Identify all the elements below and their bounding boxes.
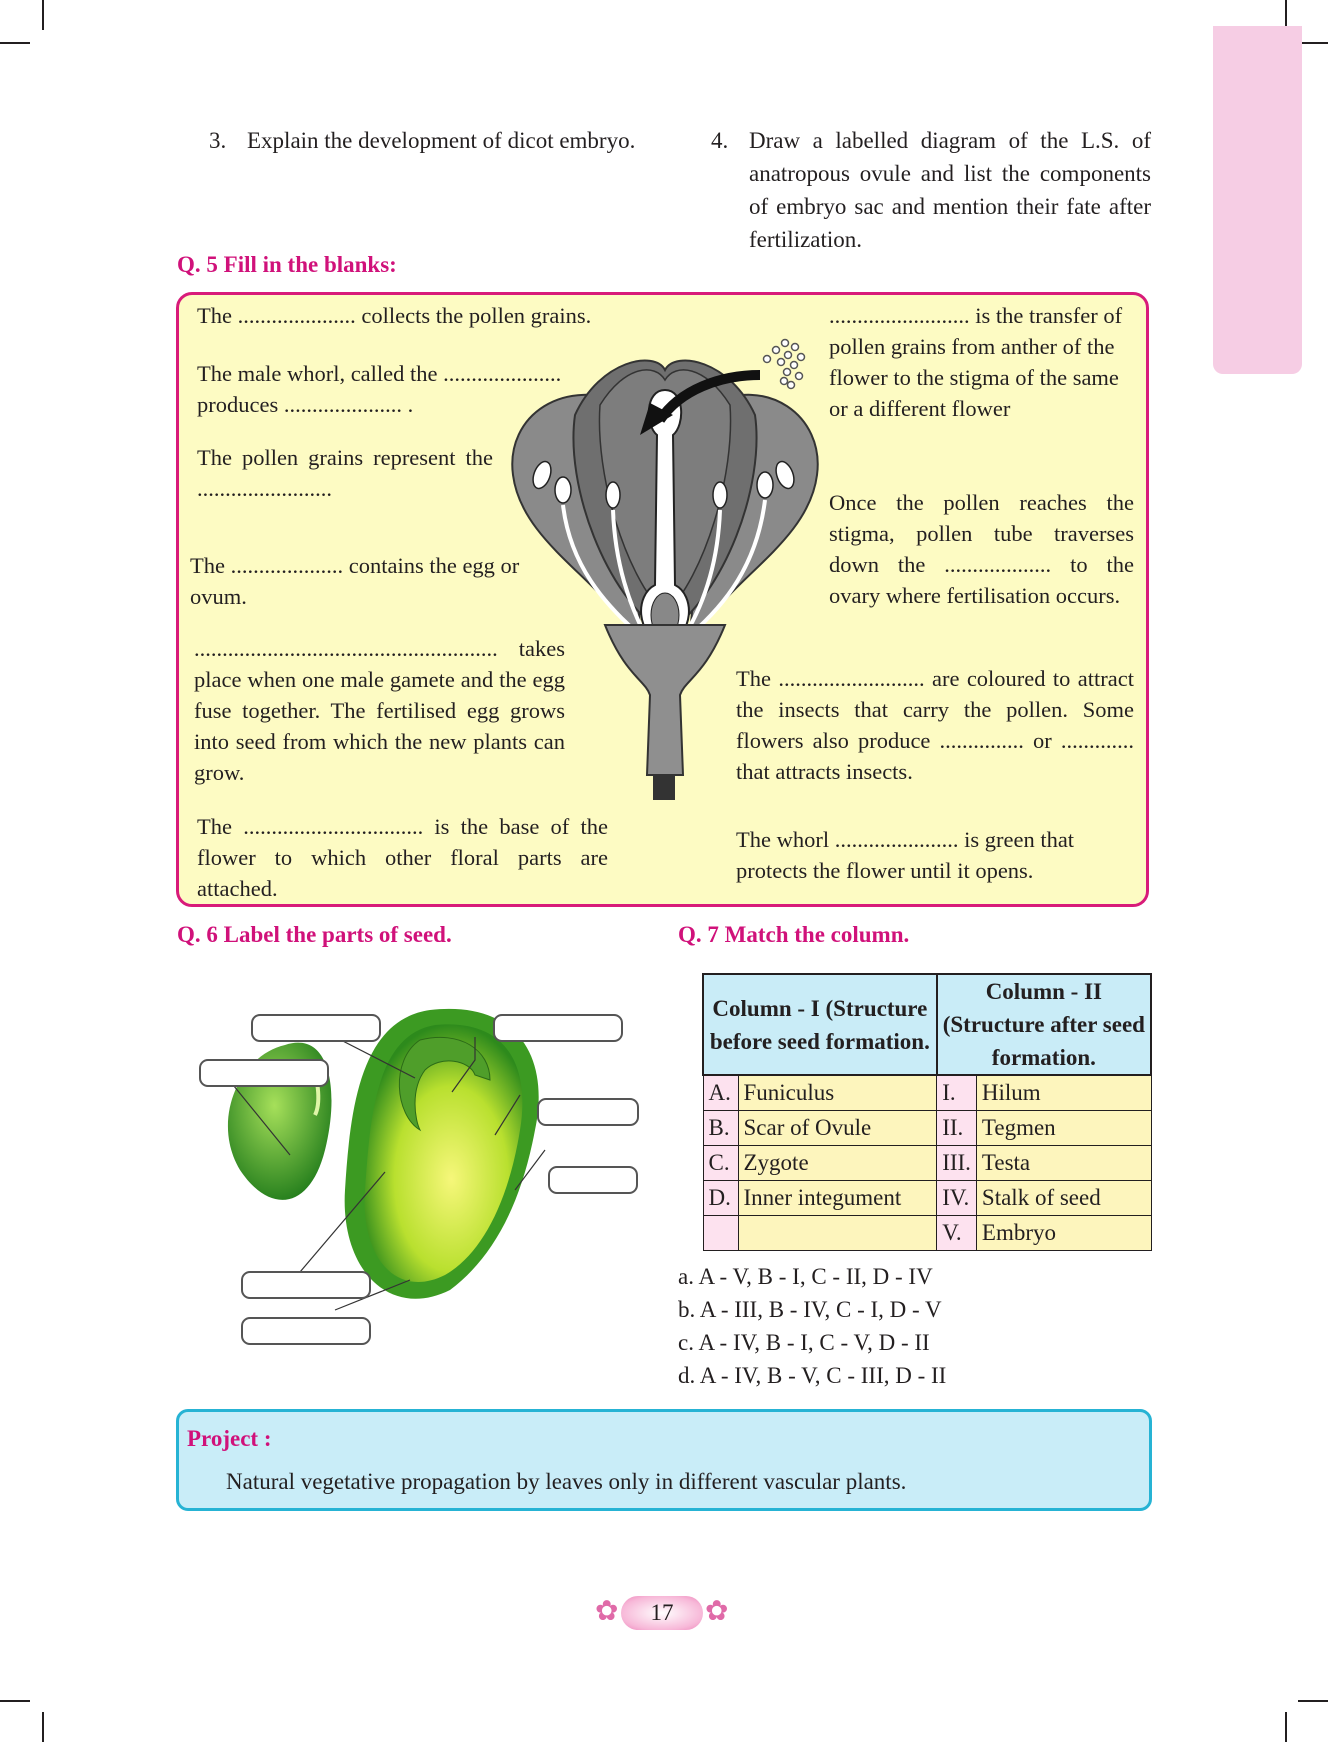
row-letter: A. bbox=[703, 1075, 738, 1111]
question-3-number: 3. bbox=[209, 128, 227, 153]
blank-4: The .................... contains the egg or ovum. bbox=[190, 553, 520, 609]
row-letter: D. bbox=[703, 1181, 738, 1216]
row-value: Tegmen bbox=[976, 1111, 1151, 1146]
row-value: Hilum bbox=[976, 1075, 1151, 1111]
question-4-text: Draw a labelled diagram of the L.S. of anatropous ovule and list the components of embryo sac and mention their fate after fertilization. bbox=[749, 128, 1151, 252]
row-numeral: V. bbox=[937, 1216, 977, 1251]
row-numeral: III. bbox=[937, 1146, 977, 1181]
seed-label-box-3[interactable] bbox=[199, 1059, 329, 1087]
blank-6: The ................................ is the base of the flower to which other floral parts are attached. bbox=[197, 814, 608, 901]
match-table bbox=[702, 973, 1152, 1251]
flourish-left-icon: ✿ bbox=[595, 1596, 619, 1627]
row-numeral: I. bbox=[937, 1075, 977, 1111]
blank-10: The whorl ...................... is green that protects the flower until it opens. bbox=[736, 827, 1075, 883]
q7-heading: Q. 7 Match the column. bbox=[678, 922, 910, 947]
row-letter: C. bbox=[703, 1146, 738, 1181]
column-1-header: Column - I (Structure before seed formation. bbox=[703, 974, 937, 1075]
seed-label-box-5[interactable] bbox=[548, 1166, 638, 1194]
row-numeral: II. bbox=[937, 1111, 977, 1146]
table-row bbox=[703, 1146, 1151, 1181]
blank-1: The ..................... collects the pollen grains. bbox=[197, 303, 592, 328]
blank-5: ...................................................... takes place when one male gamete and the egg fuse together. The fertilised egg grows into seed from which the new plants can grow. bbox=[194, 636, 565, 785]
seed-label-box-6[interactable] bbox=[241, 1271, 371, 1299]
seed-label-box-1[interactable] bbox=[251, 1014, 381, 1042]
flourish-right-icon: ✿ bbox=[705, 1596, 729, 1627]
row-value: Inner integument bbox=[738, 1181, 937, 1216]
row-numeral: IV. bbox=[937, 1181, 977, 1216]
project-box bbox=[176, 1409, 1152, 1511]
row-letter bbox=[703, 1216, 738, 1251]
question-3-text: Explain the development of dicot embryo. bbox=[247, 128, 636, 153]
option-d[interactable]: d. A - IV, B - V, C - III, D - II bbox=[678, 1363, 947, 1388]
project-title: Project : bbox=[187, 1426, 272, 1451]
row-value: Testa bbox=[976, 1146, 1151, 1181]
q5-heading: Q. 5 Fill in the blanks: bbox=[177, 252, 397, 277]
table-row bbox=[703, 1181, 1151, 1216]
page-number: 17 bbox=[621, 1596, 703, 1630]
row-value: Stalk of seed bbox=[976, 1181, 1151, 1216]
side-tab bbox=[1213, 26, 1302, 374]
row-value: Scar of Ovule bbox=[738, 1111, 937, 1146]
q6-heading: Q. 6 Label the parts of seed. bbox=[177, 922, 452, 947]
question-4-number: 4. bbox=[711, 128, 729, 153]
table-row bbox=[703, 1216, 1151, 1251]
row-value bbox=[738, 1216, 937, 1251]
row-value: Zygote bbox=[738, 1146, 937, 1181]
blank-2: The male whorl, called the ..................... produces ..................... . bbox=[197, 361, 562, 417]
seed-label-box-4[interactable] bbox=[537, 1098, 639, 1126]
project-text: Natural vegetative propagation by leaves only in different vascular plants. bbox=[226, 1469, 907, 1494]
row-value: Funiculus bbox=[738, 1075, 937, 1111]
seed-label-box-2[interactable] bbox=[493, 1014, 623, 1042]
row-letter: B. bbox=[703, 1111, 738, 1146]
blank-8: Once the pollen reaches the stigma, pollen tube traverses down the ................... to the ovary where fertilisation occurs. bbox=[829, 490, 1134, 608]
blank-9: The .......................... are coloured to attract the insects that carry the pollen. Some flowers also produce ............... or ............. that attracts insects. bbox=[736, 666, 1134, 784]
column-2-header: Column - II (Structure after seed formation. bbox=[937, 974, 1151, 1075]
option-a[interactable]: a. A - V, B - I, C - II, D - IV bbox=[678, 1264, 933, 1289]
option-b[interactable]: b. A - III, B - IV, C - I, D - V bbox=[678, 1297, 942, 1322]
blank-3: The pollen grains represent the ........................ bbox=[197, 445, 493, 501]
option-c[interactable]: c. A - IV, B - I, C - V, D - II bbox=[678, 1330, 930, 1355]
table-row bbox=[703, 1075, 1151, 1111]
row-value: Embryo bbox=[976, 1216, 1151, 1251]
blank-7: ......................... is the transfer of pollen grains from anther of the flower to the stigma of the same or a different flower bbox=[829, 303, 1123, 421]
answer-options bbox=[678, 1260, 946, 1392]
seed-label-box-7[interactable] bbox=[241, 1317, 371, 1345]
table-row bbox=[703, 1111, 1151, 1146]
